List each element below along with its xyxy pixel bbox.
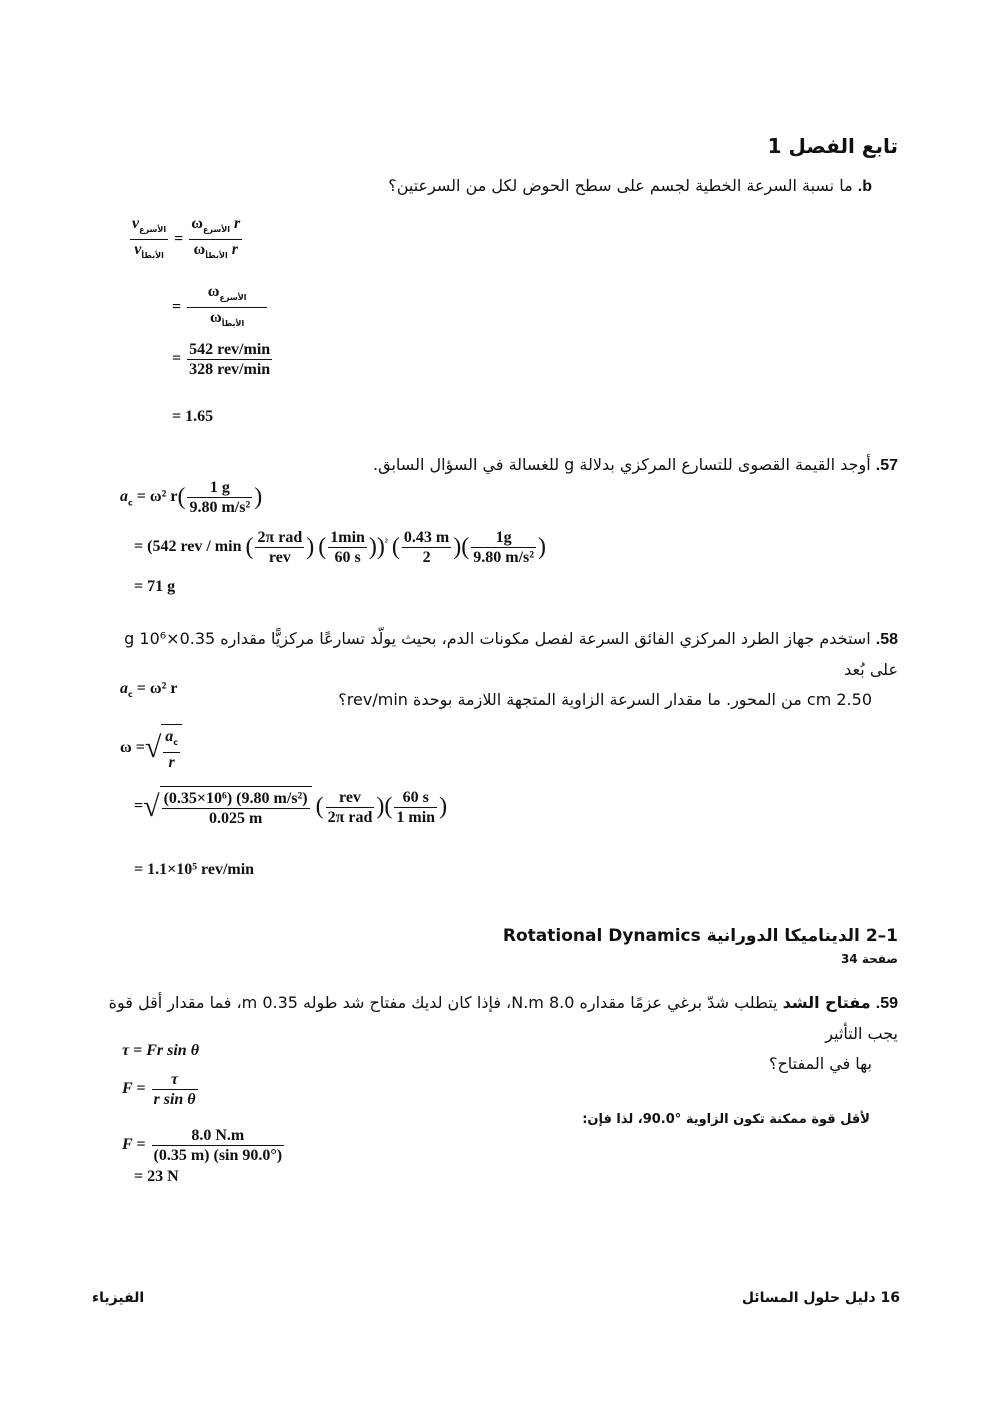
omega-r-ratio: $\frac{\omega_{الأسرع} r}{\omega_{الأبطأ} r}$ — [191, 215, 241, 261]
solution-57-result: = 71 g — [134, 578, 176, 595]
solution-b-line1: $\frac{v_{الأسرع}}{v_{الأبطأ}}$ = $\frac{\omega_{الأسرع} r}{\omega_{الأبطأ} r}$ — [128, 214, 244, 265]
question-b-text: ما نسبة السرعة الخطية لجسم على سطح الحوض لكل من السرعتين؟ — [388, 176, 853, 195]
solution-59-note: لأقل قوة ممكنة تكون الزاوية °90.0، لذا فإن: — [582, 1112, 870, 1127]
footer-page: 16 دليل حلول المسائل — [741, 1290, 900, 1306]
question-57-text: أوجد القيمة القصوى للتسارع المركزي بدلالة g للغسالة في السؤال السابق. — [373, 455, 871, 474]
question-59 — [90, 988, 898, 1079]
solution-57-line1: $a_c = \omega^2$ r( $\frac{1 g}{\text{9.80 m/s²}}$ ) — [120, 479, 263, 516]
question-58-line1: 58. استخدم جهاز الطرد المركزي الفائق السرعة لفصل مكونات الدم، بحيث يولّد تسارعًا مركزيًّا مقداره 0.35×10⁶ g على بُعد — [124, 629, 898, 679]
solution-b-result: = 1.65 — [172, 408, 214, 425]
question-57-number: 57. — [875, 457, 898, 474]
solution-57-line2: = (542 rev / min ( $\frac{\text{2π rad}}{\text{rev}}$ ) ( $\frac{1\min}{60 s}$ ))$^{^2}$ ( $\frac{0.43 m}{2}$ )( $\frac{1g}{\text{9.80 m/s²}}$ ) — [134, 529, 547, 566]
question-58-line2: 2.50 cm من المحور. ما مقدار السرعة الزاوية المتجهة اللازمة بوحدة rev/min؟ — [338, 690, 872, 709]
solution-59-result: = 23 N — [134, 1168, 179, 1185]
solution-b-line3: = $\frac{\text{542 rev/min}}{\text{328 rev/min}}$ — [172, 341, 271, 378]
solution-b-line2: = $\frac{\omega_{الأسرع}}{\omega_{الأبطأ}}$ — [172, 282, 269, 333]
chapter-title: تابع الفصل 1 — [767, 134, 898, 158]
solution-58-line3: =√ $\frac{\text{(0.35×10⁶) (9.80 m/s²)}}{0.025 m}$ ( $\frac{\text{rev}}{\text{2π rad}}$ )( $\frac{60 s}{1 \min}$ ) — [134, 786, 447, 828]
question-b-label: b. — [857, 178, 872, 195]
solution-58-line2: ω =√ $\frac{a_c}{r}$ — [120, 724, 182, 772]
question-58 — [98, 624, 898, 715]
question-59-number: 59. — [875, 995, 898, 1012]
solution-59-line1: τ = Fr sin θ — [122, 1042, 199, 1059]
question-59-line1: 59. مفتاح الشد يتطلب شدّ برغي عزمًا مقداره 8.0 N.m، فإذا كان لديك مفتاح شد طوله 0.35 m، فما مقدار أقل قوة يجب التأثير — [108, 993, 898, 1043]
section-page: صفحة 34 — [840, 952, 898, 966]
omega-ratio: $\frac{\omega_{الأسرع}}{\omega_{الأبطأ}}$ — [187, 282, 267, 333]
velocity-ratio: $\frac{v_{الأسرع}}{v_{الأبطأ}}$ — [132, 215, 167, 261]
solution-59-line3: F = $\frac{8.0 N.m}{(0.35 m) (\sin 90.0^\circ)}$ — [122, 1127, 283, 1164]
question-58-number: 58. — [875, 631, 898, 648]
question-57 — [373, 455, 898, 475]
solution-58-line1: $a_c = \omega^2$ r — [120, 680, 178, 700]
solution-59-line2: F = $\frac{\tau}{\text{r sin θ}}$ — [122, 1071, 196, 1108]
section-title: 1–2 الديناميكا الدورانية Rotational Dynamics — [502, 926, 898, 946]
question-59-line2: بها في المفتاح؟ — [768, 1054, 872, 1073]
solution-58-result: = 1.1×10⁵ rev/min — [134, 861, 255, 878]
question-59-bold: مفتاح الشد — [782, 993, 871, 1012]
question-b — [388, 176, 872, 196]
rev-ratio: $\frac{\text{542 rev/min}}{\text{328 rev/min}}$ — [189, 341, 271, 378]
footer-subject: الفيزياء — [92, 1290, 145, 1306]
